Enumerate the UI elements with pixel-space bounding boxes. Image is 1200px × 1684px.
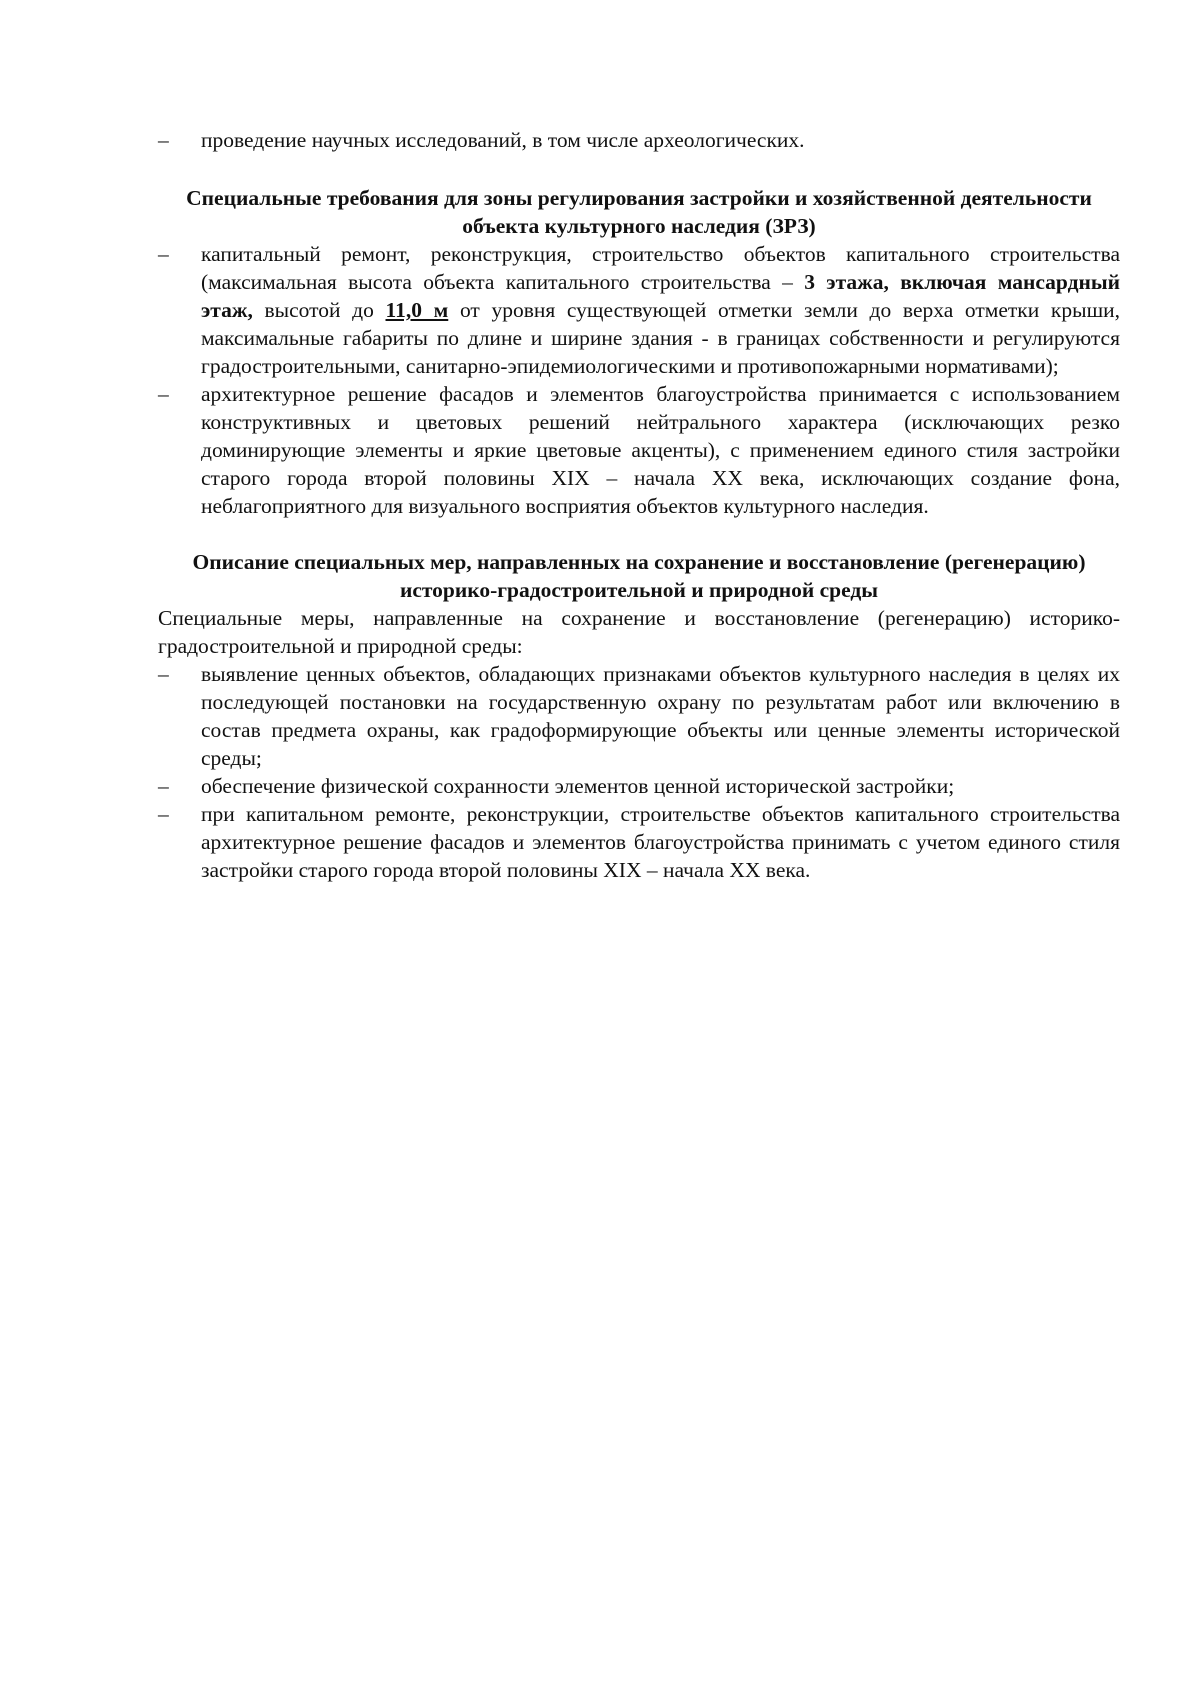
list-item [158,380,1120,520]
list-item-text: выявление ценных объектов, обладающих признаками объектов культурного наследия в целях их последующей постановки на государственную охрану по результатам работ или включению в состав предмета охраны, как градоформирующие объекты или ценные элементы исторической среды; [201,662,1120,770]
list-item-text: при капитальном ремонте, реконструкции, строительстве объектов капитального строительства архитектурное решение фасадов и элементов благоустройства принимать с учетом единого стиля застройки старого города второй половины XIX – начала XX века. [201,802,1120,882]
list-item-text: обеспечение физической сохранности элементов ценной исторической застройки; [201,774,955,798]
text-fragment: капитальный ремонт, реконструкция, строительство объектов капитального строительства (максимальная высота объекта капитального строительства – [201,242,1120,294]
text-fragment: от уровня существующей отметки земли до верха отметки крыши, максимальные габариты по длине и ширине здания - в границах собственности и регулируются градостроительными, санитарно-эпидемиологическими и противопожарными нормативами); [201,298,1121,378]
list-item [158,772,1120,800]
list-item-text [201,240,1120,380]
list-item [158,240,1120,380]
bold-fragment: 3 этажа, включая мансардный этаж, [201,270,1121,322]
list-dash: – [158,128,169,152]
list-item [158,660,1120,772]
text-fragment: высотой до [264,298,374,322]
list-dash: – [158,382,169,406]
list-dash: – [158,242,169,266]
height-limit: 11,0 м [385,298,449,322]
section-heading-measures: Описание специальных мер, направленных на сохранение и восстановление (регенерацию) историко-градостроительной и природной среды [192,550,1086,602]
document-content [158,126,1120,884]
list-dash: – [158,774,169,798]
list-item [158,800,1120,884]
list-item-text: архитектурное решение фасадов и элементов благоустройства принимается с использованием конструктивных и цветовых решений нейтрального характера (исключающих резко доминирующие элементы и яркие цветовые акценты), с применением единого стиля застройки старого города второй половины XIX – начала XX века, исключающих создание фона, неблагоприятного для визуального восприятия объектов культурного наследия. [201,382,1120,518]
list-item-text: проведение научных исследований, в том числе археологических. [201,128,805,152]
list-dash: – [158,802,169,826]
section-heading-zrz: Специальные требования для зоны регулирования застройки и хозяйственной деятельности объекта культурного наследия (ЗРЗ) [186,186,1092,238]
list-dash: – [158,662,169,686]
list-item [158,126,1120,154]
intro-paragraph: Специальные меры, направленные на сохранение и восстановление (регенерацию) историко-градостроительной и природной среды: [158,606,1120,658]
